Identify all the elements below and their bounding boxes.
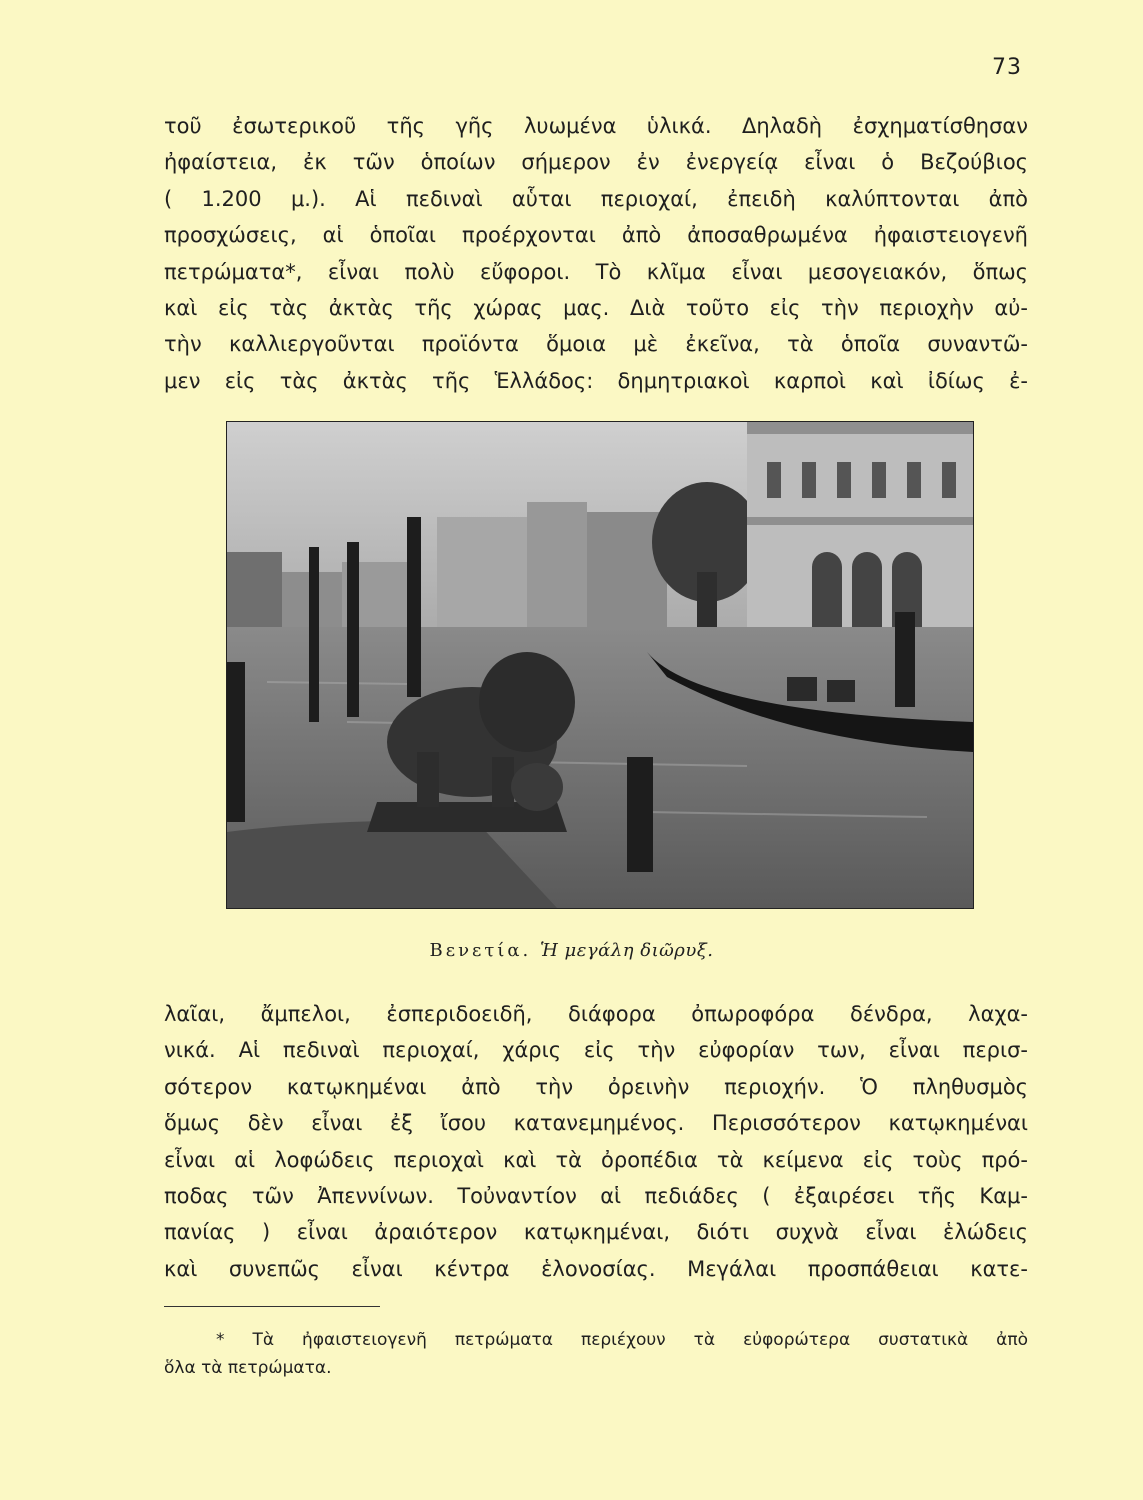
text-line: καὶ εἰς τὰς ἀκτὰς τῆς χώρας μας. Διὰ τοῦτο εἰς τὴν περιοχὴν αὐ- — [164, 296, 1028, 321]
footnote-line: ὅλα τὰ πετρώματα. — [164, 1358, 332, 1378]
text-line: ὅμως δὲν εἶναι ἐξ ἴσου κατανεμημένος. Περισσότερον κατῳκημέναι — [164, 1111, 1028, 1136]
footnote — [164, 1326, 1028, 1382]
text-line: σότερον κατῳκημέναι ἀπὸ τὴν ὀρεινὴν περιοχήν. Ὁ πληθυσμὸς — [164, 1074, 1028, 1099]
footnote-divider — [164, 1306, 380, 1307]
venice-grand-canal-photo — [226, 421, 974, 909]
text-line: ( 1.200 μ.). Αἱ πεδιναὶ αὗται περιοχαί, ἐπειδὴ καλύπτονται ἀπὸ — [164, 186, 1028, 211]
caption-description: Ἡ μεγάλη διῶρυξ. — [539, 940, 714, 961]
text-line: ποδας τῶν Ἀπεννίνων. Τοὐναντίον αἱ πεδιάδες ( ἐξαιρέσει τῆς Καμ- — [164, 1184, 1028, 1209]
text-line: εἶναι αἱ λοφώδεις περιοχαὶ καὶ τὰ ὀροπέδια τὰ κείμενα εἰς τοὺς πρό- — [164, 1147, 1028, 1172]
text-line: ἠφαίστεια, ἐκ τῶν ὁποίων σήμερον ἐν ἐνεργείᾳ εἶναι ὁ Βεζούβιος — [164, 150, 1028, 175]
text-line: καὶ συνεπῶς εἶναι κέντρα ἑλονοσίας. Μεγάλαι προσπάθειαι κατε- — [164, 1256, 1028, 1281]
text-line: μεν εἰς τὰς ἀκτὰς τῆς Ἑλλάδος: δημητριακοὶ καρποὶ καὶ ἰδίως ἐ- — [164, 368, 1028, 393]
text-line: πανίας ) εἶναι ἀραιότερον κατῳκημέναι, διότι συχνὰ εἶναι ἑλώδεις — [164, 1220, 1028, 1245]
text-line: προσχώσεις, αἱ ὁποῖαι προέρχονται ἀπὸ ἀποσαθρωμένα ἠφαιστειογενῆ — [164, 223, 1028, 248]
bottom-paragraph — [164, 996, 1028, 1287]
caption-place: Βενετία. — [429, 940, 532, 961]
page-number: 73 — [992, 55, 1022, 80]
footnote-line: * Τὰ ἠφαιστειογενῆ πετρώματα περιέχουν τὰ εὐφορώτερα συστατικὰ ἀπὸ — [216, 1330, 1028, 1350]
text-line: λαῖαι, ἄμπελοι, ἐσπεριδοειδῆ, διάφορα ὀπωροφόρα δένδρα, λαχα- — [164, 1002, 1028, 1026]
text-line: νικά. Αἱ πεδιναὶ περιοχαί, χάρις εἰς τὴν εὐφορίαν των, εἶναι περισ- — [164, 1038, 1028, 1063]
text-line: τοῦ ἐσωτερικοῦ τῆς γῆς λυωμένα ὑλικά. Δηλαδὴ ἐσχηματίσθησαν — [164, 114, 1028, 138]
text-line: τὴν καλλιεργοῦνται προϊόντα ὅμοια μὲ ἐκεῖνα, τὰ ὁποῖα συναντῶ- — [164, 332, 1028, 357]
top-paragraph — [164, 108, 1028, 399]
text-line: πετρώματα*, εἶναι πολὺ εὔφοροι. Τὸ κλῖμα εἶναι μεσογειακόν, ὅπως — [164, 259, 1028, 284]
figure-caption — [0, 940, 1143, 961]
